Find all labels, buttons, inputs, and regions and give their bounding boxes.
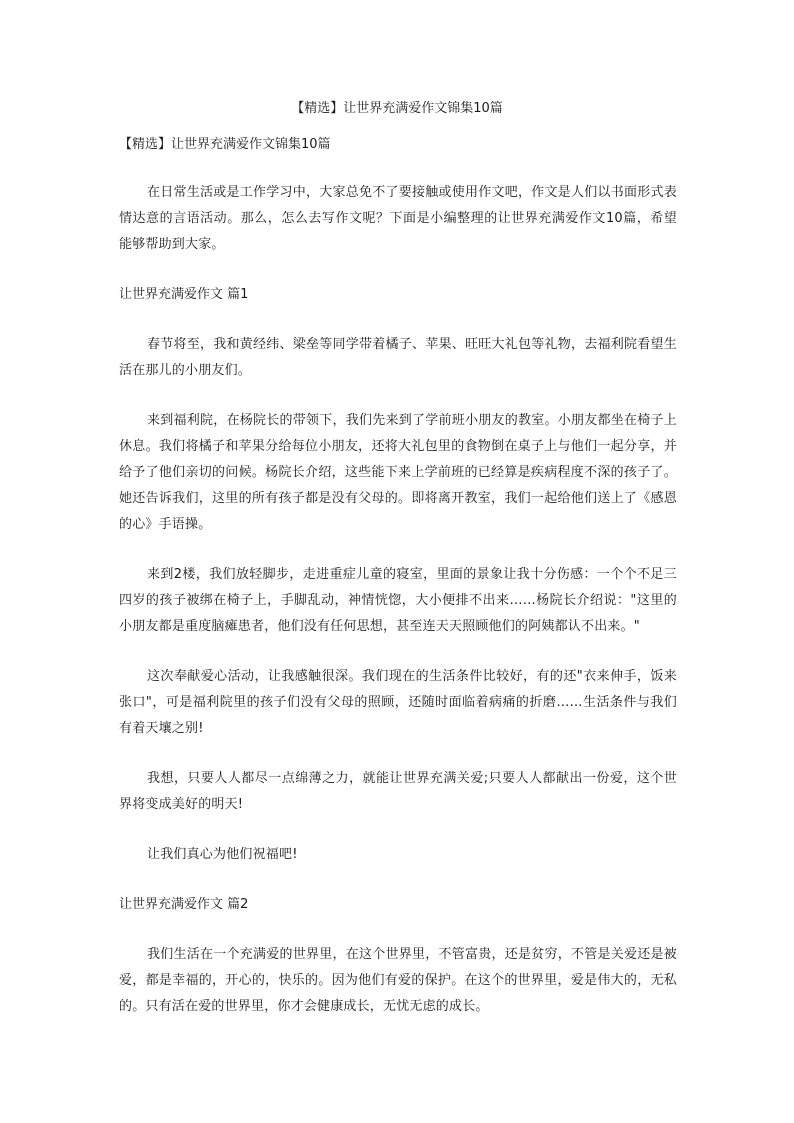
section-1-paragraph-2: 来到福利院，在杨院长的带领下，我们先来到了学前班小朋友的教室。小朋友都坐在椅子上休息。我们将橘子和苹果分给每位小朋友，还将大礼包里的食物倒在桌子上与他们一起分享，并给予了他们亲切的问候。杨院长介绍，这些能下来上学前班的已经算是疾病程度不深的孩子了。她还告诉我们，这里的所有孩子都是没有父母的。即将离开教室，我们一起给他们送上了《感恩的心》手语操。 <box>119 413 677 532</box>
document-subtitle: 【精选】让世界充满爱作文锦集10篇 <box>119 137 331 152</box>
document-body <box>119 180 677 1044</box>
section-1-paragraph-4: 这次奉献爱心活动，让我感触很深。我们现在的生活条件比较好，有的还"衣来伸手，饭来张口"，可是福利院里的孩子们没有父母的照顾，还随时面临着病痛的折磨……生活条件与我们有着天壤之别! <box>119 669 677 736</box>
intro-paragraph: 在日常生活或是工作学习中，大家总免不了要接触或使用作文吧，作文是人们以书面形式表情达意的言语活动。那么，怎么去写作文呢？下面是小编整理的让世界充满爱作文10篇，希望能够帮助到大家。 <box>119 185 677 252</box>
document-title: 【精选】让世界充满爱作文锦集10篇 <box>291 101 503 116</box>
section-1-paragraph-1: 春节将至，我和黄经纬、梁垒等同学带着橘子、苹果、旺旺大礼包等礼物，去福利院看望生活在那儿的小朋友们。 <box>119 337 677 378</box>
section-2-paragraph-1: 我们生活在一个充满爱的世界里，在这个世界里，不管富贵，还是贫穷，不管是关爱还是被爱，都是幸福的，开心的，快乐的。因为他们有爱的保护。在这个的世界里，爱是伟大的，无私的。只有活在爱的世界里，你才会健康成长，无忧无虑的成长。 <box>119 947 677 1014</box>
section-heading-2: 让世界充满爱作文 篇2 <box>119 897 249 912</box>
section-heading-1: 让世界充满爱作文 篇1 <box>119 287 249 302</box>
section-1-paragraph-5: 我想，只要人人都尽一点绵薄之力，就能让世界充满关爱;只要人人都献出一份爱，这个世界将变成美好的明天! <box>119 771 677 812</box>
section-1-paragraph-6: 让我们真心为他们祝福吧! <box>147 847 298 862</box>
section-1-paragraph-3: 来到2楼，我们放轻脚步，走进重症儿童的寝室，里面的景象让我十分伤感：一个个不足三四岁的孩子被绑在椅子上，手脚乱动，神情恍惚，大小便排不出来……杨院长介绍说："这里的小朋友都是重度脑瘫患者，他们没有任何思想，甚至连天天照顾他们的阿姨都认不出来。" <box>119 567 677 634</box>
